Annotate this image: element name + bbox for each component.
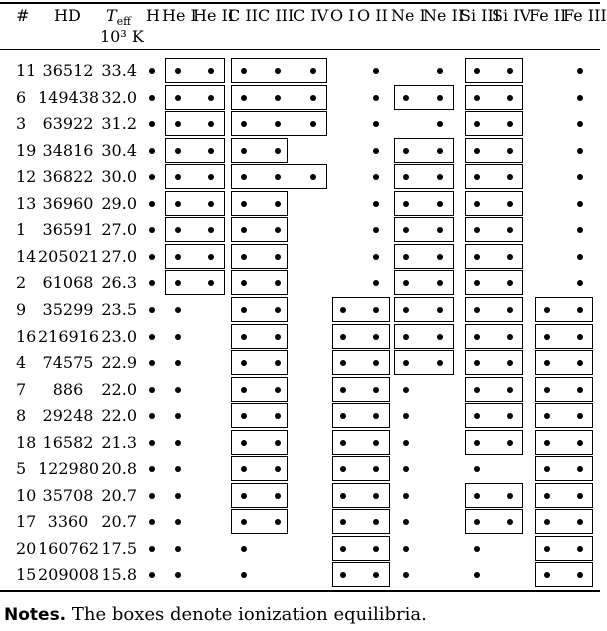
equilibrium-box-nei-neii [394,297,454,322]
row-teff: 22.0 [101,406,137,426]
equilibrium-box-siiii-siiv [465,297,523,322]
row-hd: 29248 [42,406,94,426]
row-num: 17 [16,512,37,532]
ion-dot-ne-ii [437,121,443,127]
equilibrium-box-oi-oii [332,377,390,402]
ion-dot-h [149,148,155,154]
ion-dot-fe-iii [577,280,583,286]
ion-dot-h [149,413,155,419]
equilibrium-box-nei-neii [394,138,454,163]
row-teff: 22.9 [101,353,137,373]
header-hd: HD [54,6,81,25]
ion-dot-h [149,68,155,74]
header-ion-o-i: O I [330,6,355,25]
notes-label: Notes. [4,605,67,625]
equilibrium-box-siiii-siiv [465,350,523,375]
equilibrium-box-oi-oii [332,509,390,534]
ion-dot-h [149,174,155,180]
ion-dot-he-i [175,413,181,419]
equilibrium-box-siiii-siiv [465,164,523,189]
ion-dot-he-i [175,360,181,366]
equilibrium-box-cii-civ [231,164,327,189]
equilibrium-box-oi-oii [332,430,390,455]
equilibrium-box-nei-neii [394,324,454,349]
equilibrium-box-siiii-siiv [465,270,523,295]
equilibrium-box-siiii-siiv [465,403,523,428]
equilibrium-box-siiii-siiv [465,191,523,216]
equilibrium-box-nei-neii [394,217,454,242]
ion-dot-ne-i [403,440,409,446]
ion-dot-si-iii [474,546,480,552]
equilibrium-box-feii-feiii [535,324,593,349]
header-ion-fe-ii: Fe II [529,6,567,25]
equilibrium-box-cii-ciii [231,377,288,402]
equilibrium-box-hei-heii [165,270,225,295]
equilibrium-box-cii-ciii [231,456,288,481]
row-num: 1 [16,220,27,240]
equilibrium-box-siiii-siiv [465,138,523,163]
ion-dot-he-i [175,493,181,499]
ion-dot-h [149,519,155,525]
equilibrium-box-cii-ciii [231,270,288,295]
equilibrium-box-feii-feiii [535,509,593,534]
row-teff: 26.3 [101,273,137,293]
top-rule [0,2,600,4]
ion-dot-h [149,307,155,313]
equilibrium-box-hei-heii [165,138,225,163]
equilibrium-box-oi-oii [332,456,390,481]
equilibrium-box-feii-feiii [535,297,593,322]
row-num: 14 [16,246,37,266]
equilibrium-box-feii-feiii [535,430,593,455]
row-hd: 160762 [38,538,100,558]
header-ion-si-iv: Si IV [492,6,532,25]
ion-dot-o-ii [373,201,379,207]
ion-dot-h [149,387,155,393]
ion-dot-o-ii [373,95,379,101]
ion-dot-h [149,280,155,286]
equilibrium-box-feii-feiii [535,377,593,402]
equilibrium-box-oi-oii [332,297,390,322]
equilibrium-box-hei-heii [165,217,225,242]
row-num: 7 [16,379,27,399]
equilibrium-box-oi-oii [332,350,390,375]
equilibrium-box-cii-ciii [231,191,288,216]
ion-dot-o-ii [373,174,379,180]
equilibrium-box-nei-neii [394,164,454,189]
row-num: 13 [16,193,37,213]
ion-dot-o-ii [373,68,379,74]
equilibrium-box-nei-neii [394,191,454,216]
equilibrium-box-oi-oii [332,483,390,508]
equilibrium-box-cii-ciii [231,244,288,269]
equilibrium-box-siiii-siiv [465,324,523,349]
row-hd: 61068 [42,273,94,293]
ion-dot-fe-iii [577,95,583,101]
row-num: 2 [16,273,27,293]
equilibrium-box-feii-feiii [535,562,593,587]
equilibrium-box-hei-heii [165,85,225,110]
ion-dot-he-i [175,572,181,578]
ion-dot-h [149,546,155,552]
row-hd: 16582 [42,432,94,452]
row-num: 15 [16,565,37,585]
equilibrium-box-cii-civ [231,85,327,110]
header-ion-c-iv: C IV [293,6,329,25]
row-hd: 122980 [38,459,100,479]
equilibrium-box-feii-feiii [535,403,593,428]
equilibrium-box-oi-oii [332,562,390,587]
ion-dot-o-ii [373,227,379,233]
ion-dot-fe-iii [577,148,583,154]
row-hd: 63922 [42,114,94,134]
ion-dot-h [149,440,155,446]
ion-dot-ne-i [403,493,409,499]
equilibrium-box-cii-ciii [231,138,288,163]
ion-dot-c-ii [241,546,247,552]
header-ion-ne-ii: Ne II [423,6,465,25]
row-hd: 205021 [38,246,100,266]
equilibrium-box-siiii-siiv [465,430,523,455]
ion-dot-he-i [175,466,181,472]
ion-dot-fe-iii [577,254,583,260]
equilibrium-box-cii-civ [231,58,327,83]
ion-dot-h [149,201,155,207]
equilibrium-box-nei-neii [394,350,454,375]
equilibrium-box-cii-ciii [231,509,288,534]
row-teff: 30.4 [101,140,137,160]
equilibrium-box-feii-feiii [535,456,593,481]
header-ion-ne-i: Ne I [391,6,426,25]
row-hd: 35299 [42,299,94,319]
row-num: 3 [16,114,27,134]
row-teff: 29.0 [101,193,137,213]
row-hd: 36591 [42,220,94,240]
row-hd: 74575 [42,353,94,373]
bottom-rule [0,590,600,592]
row-hd: 35708 [42,485,94,505]
row-teff: 27.0 [101,220,137,240]
ion-dot-ne-i [403,572,409,578]
equilibrium-box-cii-ciii [231,430,288,455]
row-teff: 17.5 [101,538,137,558]
equilibrium-box-siiii-siiv [465,111,523,136]
ion-dot-he-i [175,546,181,552]
row-num: 5 [16,459,27,479]
equilibrium-box-oi-oii [332,403,390,428]
ion-dot-fe-iii [577,121,583,127]
equilibrium-box-hei-heii [165,244,225,269]
row-num: 6 [16,87,27,107]
ion-dot-h [149,121,155,127]
row-num: 16 [16,326,37,346]
ion-dot-ne-i [403,546,409,552]
ion-dot-ne-ii [437,68,443,74]
ion-dot-h [149,227,155,233]
equilibrium-box-cii-ciii [231,483,288,508]
equilibrium-box-cii-ciii [231,217,288,242]
row-hd: 36822 [42,167,94,187]
equilibrium-box-cii-civ [231,111,327,136]
header-ion-h: H [146,6,160,25]
equilibrium-box-oi-oii [332,324,390,349]
equilibrium-box-cii-ciii [231,297,288,322]
row-num: 20 [16,538,37,558]
ion-dot-fe-iii [577,227,583,233]
row-hd: 209008 [38,565,100,585]
ion-dot-ne-i [403,519,409,525]
ion-dot-he-i [175,387,181,393]
row-teff: 23.0 [101,326,137,346]
header-ion-si-iii: Si III [460,6,501,25]
row-num: 10 [16,485,37,505]
ion-dot-h [149,95,155,101]
header-ion-o-ii: O II [357,6,388,25]
row-teff: 27.0 [101,246,137,266]
equilibrium-box-siiii-siiv [465,58,523,83]
equilibrium-box-cii-ciii [231,403,288,428]
row-hd: 36960 [42,193,94,213]
notes-text: The boxes denote ionization equilibria. [66,604,427,625]
row-hd: 34816 [42,140,94,160]
row-num: 8 [16,406,27,426]
row-teff: 31.2 [101,114,137,134]
header-ion-he-ii: He II [193,6,235,25]
row-teff: 20.7 [101,485,137,505]
row-hd: 216916 [38,326,100,346]
ion-dot-o-ii [373,121,379,127]
equilibrium-box-cii-ciii [231,324,288,349]
row-teff: 33.4 [101,61,137,80]
equilibrium-box-nei-neii [394,85,454,110]
ion-dot-o-ii [373,280,379,286]
ion-dot-ne-i [403,387,409,393]
ion-dot-c-ii [241,572,247,578]
ion-dot-h [149,572,155,578]
row-teff: 21.3 [101,432,137,452]
row-num: 4 [16,353,27,373]
equilibrium-box-siiii-siiv [465,483,523,508]
row-teff: 20.8 [101,459,137,479]
ion-dot-he-i [175,307,181,313]
header-teff-unit: 10³ K [100,27,144,46]
equilibrium-box-siiii-siiv [465,377,523,402]
equilibrium-box-feii-feiii [535,483,593,508]
header-ion-fe-iii: Fe III [563,6,607,25]
equilibrium-box-hei-heii [165,111,225,136]
ion-dot-o-ii [373,148,379,154]
row-teff: 23.5 [101,299,137,319]
row-num: 19 [16,140,37,160]
header-rule [0,49,600,50]
equilibrium-box-cii-ciii [231,350,288,375]
ion-dot-h [149,360,155,366]
ion-dot-si-iii [474,572,480,578]
row-teff: 22.0 [101,379,137,399]
header-ion-c-ii: C II [228,6,258,25]
row-hd: 3360 [47,512,89,532]
row-teff: 15.8 [101,565,137,585]
row-num: 12 [16,167,37,187]
ion-dot-o-ii [373,254,379,260]
equilibrium-box-hei-heii [165,58,225,83]
equilibrium-box-siiii-siiv [465,217,523,242]
ion-dot-fe-iii [577,68,583,74]
row-teff: 32.0 [101,87,137,107]
header-teff-symbol: T [106,6,117,25]
ion-dot-h [149,334,155,340]
equilibrium-box-nei-neii [394,244,454,269]
row-hd: 149438 [38,87,100,107]
row-hd: 36512 [42,61,94,80]
ion-dot-fe-iii [577,174,583,180]
equilibrium-box-siiii-siiv [465,244,523,269]
equilibrium-box-hei-heii [165,164,225,189]
ion-dot-ne-i [403,466,409,472]
row-num: 9 [16,299,27,319]
equilibrium-box-siiii-siiv [465,509,523,534]
equilibrium-box-nei-neii [394,270,454,295]
header-num: # [16,6,30,25]
equilibrium-box-hei-heii [165,191,225,216]
ion-dot-he-i [175,519,181,525]
ion-dot-he-i [175,334,181,340]
row-teff: 30.0 [101,167,137,187]
row-teff: 20.7 [101,512,137,532]
ion-dot-si-iii [474,466,480,472]
ion-dot-h [149,466,155,472]
header-teff-sub: eff [116,15,131,29]
header-ion-he-i: He I [162,6,197,25]
row-num: 18 [16,432,37,452]
row-num: 11 [16,61,37,80]
ion-dot-he-i [175,440,181,446]
equilibrium-box-feii-feiii [535,536,593,561]
equilibrium-box-oi-oii [332,536,390,561]
equilibrium-box-feii-feiii [535,350,593,375]
ion-dot-h [149,254,155,260]
ion-dot-h [149,493,155,499]
row-hd: 886 [52,379,84,399]
ion-dot-ne-i [403,413,409,419]
table-notes [4,604,427,626]
equilibrium-box-siiii-siiv [465,85,523,110]
header-ion-c-iii: C III [258,6,295,25]
ion-dot-fe-iii [577,201,583,207]
